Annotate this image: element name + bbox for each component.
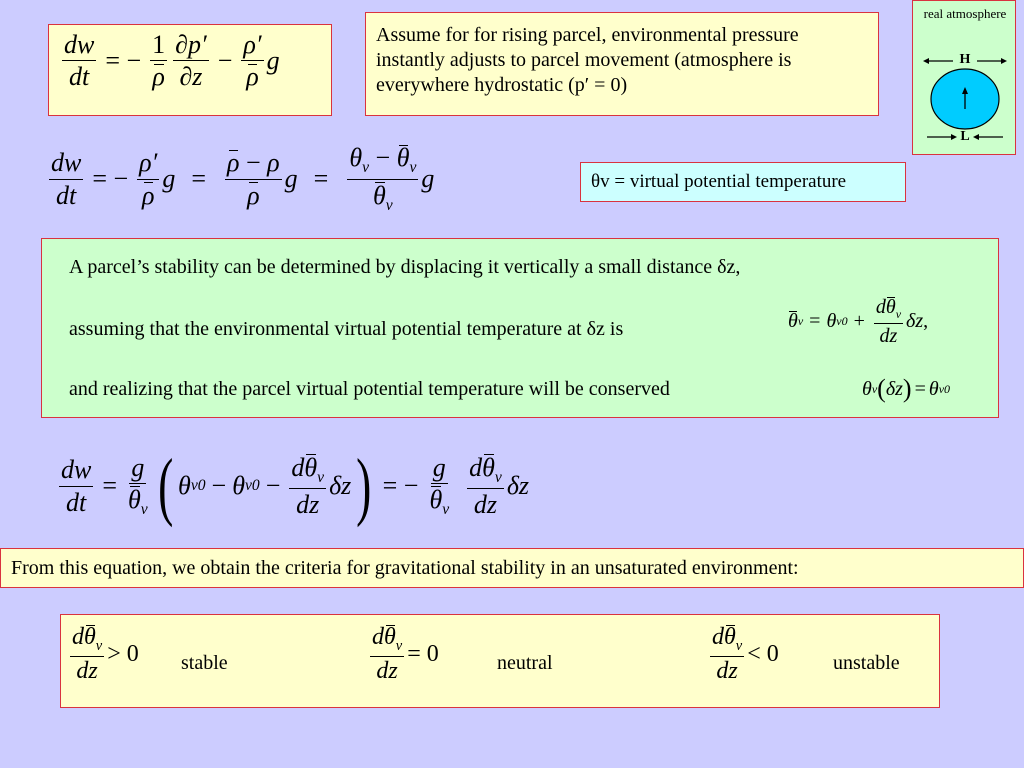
criteria-statement: From this equation, we obtain the criteria for gravitational stability in an unsaturated environment: [11,557,799,579]
stability-line-2: assuming that the environmental virtual potential temperature at δz is [69,318,624,340]
low-pressure-label: L [960,129,970,144]
arrowhead-left-top [923,58,929,64]
criterion-unstable-label: unstable [833,652,900,674]
criterion-stable: $\frac{d\theta_v}{dz}$ > 0 [72,624,139,684]
equation-parcel-theta: θ v ( δz ) = θ v0 [862,374,951,403]
equation-momentum: $\frac{dw}{dt}$ = − $\frac{1}{\rho}$ $\frac{\partial p'}{\partial z}$ − $\frac{\rho'}{\rho}$ g [64,30,280,92]
criteria-box [60,614,940,708]
criterion-neutral-relation: = 0 [407,641,439,668]
criterion-neutral: $\frac{d\theta_v}{dz}$ = 0 [372,624,439,684]
high-pressure-label: H [959,52,971,67]
theta-v-note: θv = virtual potential temperature [591,171,847,192]
arrowhead-right-top [1001,58,1007,64]
equation-environment-theta: θ v = θ v0 + $\frac{d\theta_v}{dz}$ δz , [788,296,929,347]
criterion-unstable-relation: < 0 [747,641,779,668]
equation-momentum-box [48,24,332,116]
equation-buoyancy: $\frac{dw}{dt}$ = − $\frac{\rho'}{\rho}$ g = $\frac{\rho - \rho}{\rho}$ g = $\frac{\theta_v - \theta_v}{\theta_v}$ g [51,143,435,214]
inset-title: real atmosphere [923,6,1007,21]
equation-acceleration: $\frac{dw}{dt}$ = $\frac{g}{\theta_v}$ ( θ v0 − θ v0 − $\frac{d\theta_v}{dz}$ δz ) = − $\frac{g}{\theta_v}$ $\frac{d\theta_v}{dz}$ δz [61,444,530,528]
real-atmosphere-inset [912,0,1016,155]
criterion-unstable: $\frac{d\theta_v}{dz}$ < 0 [712,624,779,684]
assumption-box [365,12,879,116]
assumption-text: Assume for for rising parcel, environmental pressure instantly adjusts to parcel movement (atmosphere is everywhere hydrostatic (p′ = 0) [376,24,799,96]
criterion-neutral-label: neutral [497,652,553,674]
criteria-statement-box [0,548,1024,588]
stability-box [41,238,999,418]
criterion-stable-label: stable [181,652,228,674]
stability-line-3: and realizing that the parcel virtual potential temperature will be conserved [69,378,670,400]
criterion-stable-relation: > 0 [107,641,139,668]
stability-line-1: A parcel’s stability can be determined by displacing it vertically a small distance δz, [69,256,741,278]
theta-v-note-box [580,162,906,202]
arrowhead-in-right [973,134,979,140]
